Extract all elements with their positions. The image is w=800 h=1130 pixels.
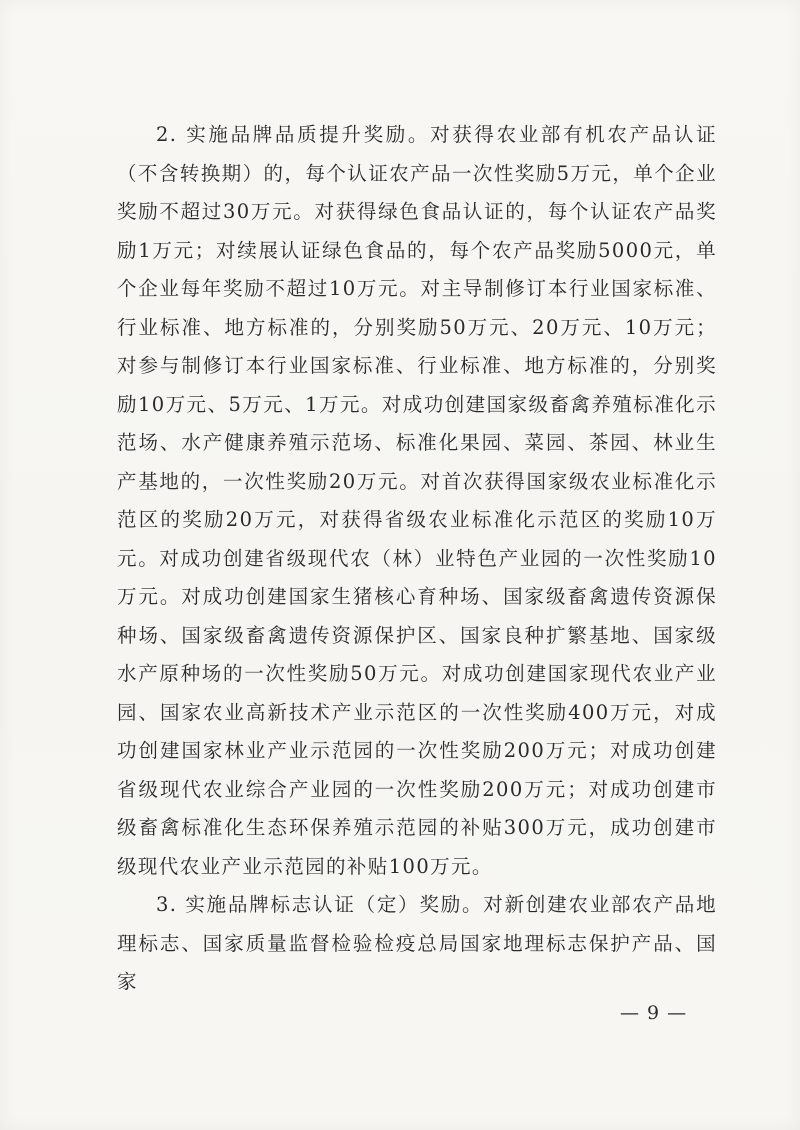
body-text <box>117 116 717 1002</box>
paragraph-brand-certification-reward: 3. 实施品牌标志认证（定）奖励。对新创建农业部农产品地理标志、国家质量监督检验检疫总局国家地理标志保护产品、国家 <box>117 893 717 993</box>
paragraph-brand-quality-reward: 2. 实施品牌品质提升奖励。对获得农业部有机农产品认证（不含转换期）的，每个认证农产品一次性奖励5万元，单个企业奖励不超过30万元。对获得绿色食品认证的，每个认证农产品奖励1万元；对续展认证绿色食品的，每个农产品奖励5000元，单个企业每年奖励不超过10万元。对主导制修订本行业国家标准、行业标准、地方标准的，分别奖励50万元、20万元、10万元；对参与制修订本行业国家标准、行业标准、地方标准的，分别奖励10万元、5万元、1万元。对成功创建国家级畜禽养殖标准化示范场、水产健康养殖示范场、标准化果园、菜园、茶园、林业生产基地的，一次性奖励20万元。对首次获得国家级农业标准化示范区的奖励20万元，对获得省级农业标准化示范区的奖励10万元。对成功创建省级现代农（林）业特色产业园的一次性奖励10万元。对成功创建国家生猪核心育种场、国家级畜禽遗传资源保种场、国家级畜禽遗传资源保护区、国家良种扩繁基地、国家级水产原种场的一次性奖励50万元。对成功创建国家现代农业产业园、国家农业高新技术产业示范区的一次性奖励400万元，对成功创建国家林业产业示范园的一次性奖励200万元；对成功创建省级现代农业综合产业园的一次性奖励200万元；对成功创建市级畜禽标准化生态环保养殖示范园的补贴300万元，成功创建市级现代农业产业示范园的补贴100万元。 <box>117 123 717 878</box>
page-number: — 9 — <box>620 1002 688 1024</box>
